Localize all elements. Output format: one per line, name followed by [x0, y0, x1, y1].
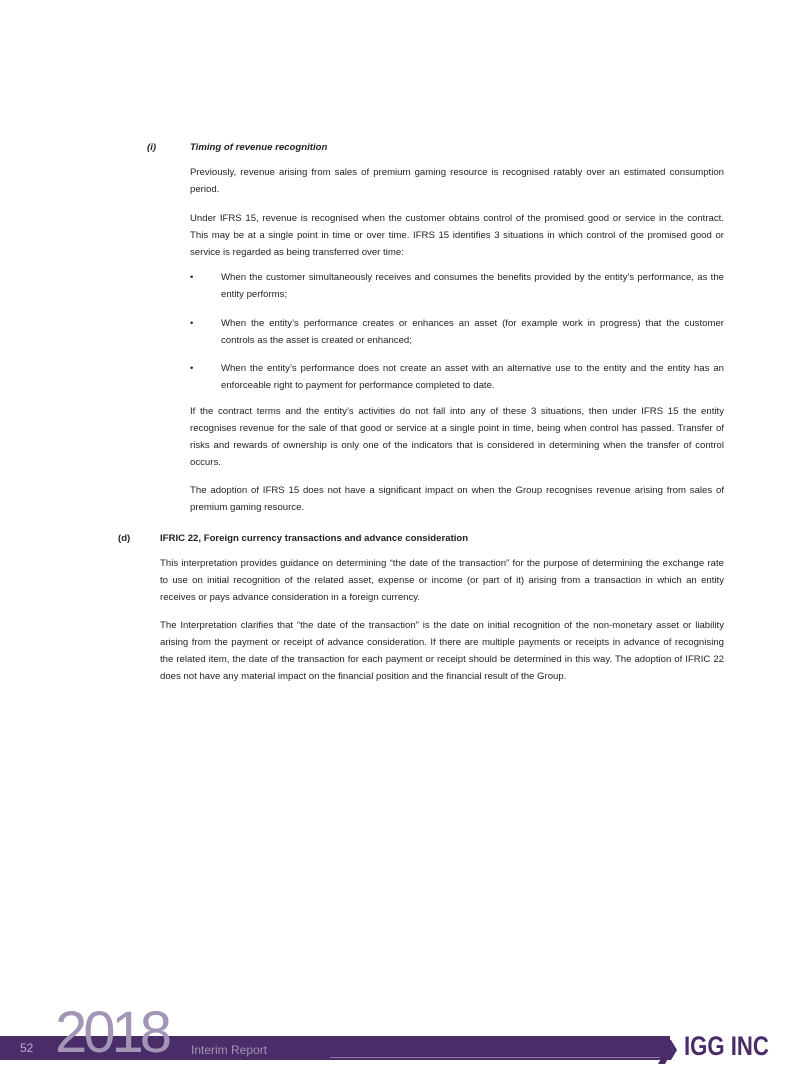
- brand-logo: IGG INC: [684, 1031, 769, 1061]
- bullet-text: When the entity’s performance does not create an asset with an alternative use to the entity and the entity has an enforceable right to payment for performance completed to date.: [221, 363, 724, 391]
- footer-divider: [330, 1057, 660, 1058]
- bullet-icon: •: [190, 272, 194, 283]
- paragraph: The adoption of IFRS 15 does not have a significant impact on when the Group recognises revenue arising from sales of premium gaming resource.: [190, 485, 724, 513]
- bullet-text: When the customer simultaneously receives and consumes the benefits provided by the entity’s performance, as the entity performs;: [221, 272, 724, 300]
- footer-year: 2018: [55, 1000, 169, 1065]
- bullet-text: When the entity’s performance creates or enhances an asset (for example work in progress) that the customer controls as the asset is created or enhanced;: [221, 318, 724, 346]
- bullet-icon: •: [190, 318, 194, 329]
- section-i-heading: Timing of revenue recognition: [190, 142, 328, 153]
- paragraph: Under IFRS 15, revenue is recognised when the customer obtains control of the promised good or service in the contract. This may be at a single point in time or over time. IFRS 15 identifies 3 situations in which control of the promised good or service is regarded as being transferred over time:: [190, 213, 724, 258]
- section-d-heading: IFRIC 22, Foreign currency transactions and advance consideration: [160, 533, 469, 544]
- chevron-right-icon: [656, 1034, 682, 1066]
- report-title: Interim Report: [191, 1043, 268, 1057]
- section-d-number: (d): [118, 533, 131, 544]
- section-i-number: (i): [147, 142, 157, 153]
- paragraph: Previously, revenue arising from sales of premium gaming resource is recognised ratably over an estimated consumption period.: [190, 167, 724, 195]
- page-number: 52: [20, 1041, 34, 1055]
- paragraph: This interpretation provides guidance on determining “the date of the transaction” for the purpose of determining the exchange rate to use on initial recognition of the related asset, expense or income (or part of it) arising from a transaction in which an entity receives or pays advance consideration in a foreign currency.: [160, 558, 724, 603]
- bullet-icon: •: [190, 363, 194, 374]
- paragraph: If the contract terms and the entity’s activities do not fall into any of these 3 situations, then under IFRS 15 the entity recognises revenue for the sale of that good or service at a single point in time, being when control has passed. Transfer of risks and rewards of ownership is only one of the indicators that is considered in determining when the transfer of control occurs.: [190, 406, 724, 468]
- paragraph: The Interpretation clarifies that “the date of the transaction” is the date on initial recognition of the non-monetary asset or liability arising from the payment or receipt of advance consideration. If there are multiple payments or receipts in advance of recognising the related item, the date of the transaction for each payment or receipt should be determined in this way. The adoption of IFRIC 22 does not have any material impact on the financial position and the financial result of the Group.: [160, 620, 724, 682]
